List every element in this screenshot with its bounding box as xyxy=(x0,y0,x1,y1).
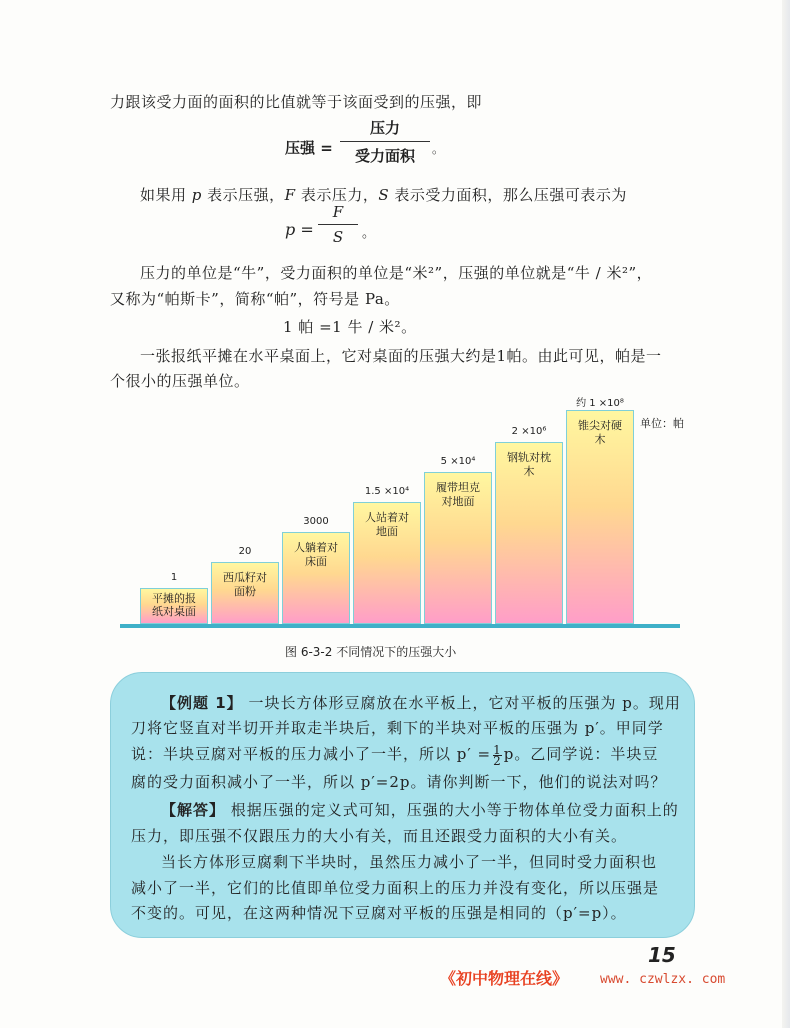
example-box xyxy=(110,672,695,938)
bar-value: 1.5 ×10⁴ xyxy=(364,486,410,497)
bar-label: 人躺着对床面 xyxy=(294,541,338,568)
answer-line: 当长方体形豆腐剩下半块时，虽然压力减小了一半，但同时受力面积也 xyxy=(161,853,658,871)
bar-label: 人站着对地面 xyxy=(365,511,409,538)
paragraph-line: 一张报纸平摊在水平桌面上，它对桌面的压强大约是1帕。由此可见，帕是一 xyxy=(140,347,662,365)
formula-end: 。 xyxy=(432,142,445,156)
figure-caption: 图 6-3-2 不同情况下的压强大小 xyxy=(285,645,457,659)
pressure-bar xyxy=(495,426,563,624)
example-line: 说：半块豆腐对平板的压力减小了一半，所以 $p' = \frac{1}{2}$ p。乙同学说：半块豆 xyxy=(131,742,659,768)
bar-value: 20 xyxy=(238,546,252,557)
formula-lhs: p = xyxy=(285,220,314,239)
formula-denominator: S xyxy=(332,228,344,246)
formula-numerator: 压力 xyxy=(369,119,400,137)
bar-label: 平摊的报纸对桌面 xyxy=(152,592,196,618)
footer-url[interactable]: www. czwlzx. com xyxy=(600,972,726,987)
ground-line xyxy=(120,624,680,628)
bar-label: 钢轨对枕木 xyxy=(507,451,551,478)
pressure-bar xyxy=(282,516,350,624)
page-number: 15 xyxy=(648,943,676,967)
paragraph-line: 压力的单位是“牛”，受力面积的单位是“米²”，压强的单位就是“牛 / 米²”， xyxy=(140,264,653,282)
example-line: 刀将它竖直对半切开并取走半块后，剩下的半块对平板的压强为 p′。甲同学 xyxy=(131,719,664,737)
pressure-bar xyxy=(353,486,421,624)
pressure-step-figure xyxy=(120,395,700,640)
formula-denominator: 受力面积 xyxy=(354,147,415,165)
formula-numerator: F xyxy=(332,203,344,221)
footer-site-name: 《初中物理在线》 xyxy=(440,969,569,988)
bar-value: 约 1 ×10⁸ xyxy=(576,398,624,409)
fraction-bar xyxy=(340,141,430,142)
example-line: 【例题 1】 一块长方体形豆腐放在水平板上，它对平板的压强为 p。现用 xyxy=(161,694,681,712)
pressure-bar xyxy=(566,398,634,624)
bar-label: 锥尖对硬木 xyxy=(578,419,622,446)
answer-line: 不变的。可见，在这两种情况下豆腐对平板的压强是相同的（p′=p）。 xyxy=(131,904,627,922)
unit-label: 单位：帕 xyxy=(640,417,684,430)
bar-label: 履带坦克对地面 xyxy=(436,481,480,508)
answer-line: 【解答】 根据压强的定义式可知，压强的大小等于物体单位受力面积上的 xyxy=(161,801,679,819)
answer-line: 减小了一半，它们的比值即单位受力面积上的压力并没有变化，所以压强是 xyxy=(131,879,660,897)
bar-value: 2 ×10⁶ xyxy=(511,426,547,437)
formula-lhs: 压强 = xyxy=(285,139,333,157)
answer-line: 压力，即压强不仅跟压力的大小有关，而且还跟受力面积的大小有关。 xyxy=(131,827,628,845)
paragraph-line: 如果用 p 表示压强，F 表示压力，S 表示受力面积，那么压强可表示为 xyxy=(140,186,627,204)
bar-label: 西瓜籽对面粉 xyxy=(223,571,267,598)
pressure-bar xyxy=(140,572,208,624)
pressure-bar xyxy=(424,456,492,624)
example-tag: 【例题 1】 xyxy=(161,694,243,712)
paragraph-line: 又称为“帕斯卡”，简称“帕”，符号是 Pa。 xyxy=(110,290,400,308)
answer-tag: 【解答】 xyxy=(161,801,226,819)
formula-end: 。 xyxy=(362,226,376,241)
page-edge xyxy=(782,0,790,1028)
formula-pascal: 1 帕 =1 牛 / 米²。 xyxy=(283,318,417,336)
paragraph-line: 力跟该受力面的面积的比值就等于该面受到的压强，即 xyxy=(110,93,483,111)
paragraph-line: 个很小的压强单位。 xyxy=(110,372,250,390)
bar-value: 3000 xyxy=(303,516,329,527)
bar-value: 5 ×10⁴ xyxy=(440,456,476,467)
bar-value: 1 xyxy=(170,572,178,583)
fraction-bar xyxy=(318,224,358,225)
fraction-one-half: $\frac{1}{2}$ xyxy=(493,742,502,768)
example-line: 腐的受力面积减小了一半，所以 p′=2p。请你判断一下，他们的说法对吗？ xyxy=(131,773,667,791)
pressure-bar xyxy=(211,546,279,624)
